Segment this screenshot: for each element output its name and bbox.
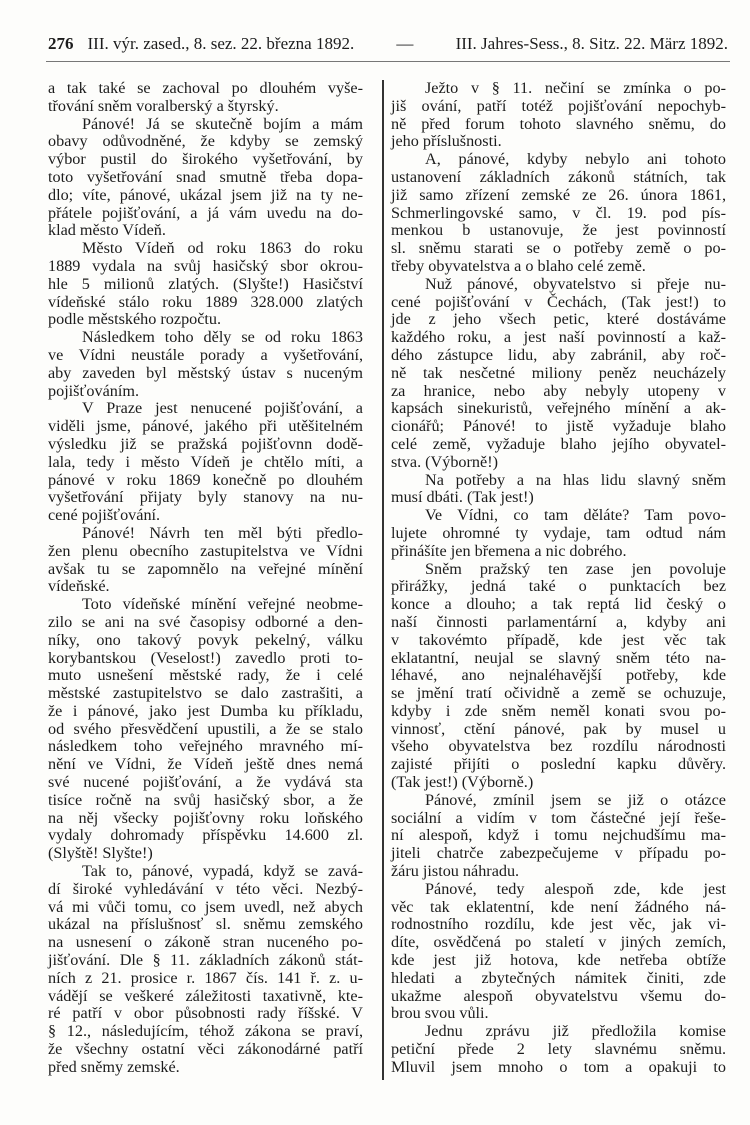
paragraph <box>48 400 363 525</box>
text-line: sl. sněmu starati se o potřeby země o po- <box>391 239 726 258</box>
text-line: Pánové, zmínil jsem se již o otázce <box>425 790 726 809</box>
page-number: 276 <box>48 34 74 53</box>
text-line: vádějí se veškeré záležitosti taxativně, kte- <box>48 986 363 1005</box>
text-line: korybantskou (Veselost!) zavedlo proti to- <box>48 648 363 667</box>
text-line: že i pánové, jako jest Dumba ku příkladu, <box>48 701 363 720</box>
text-line: třeby obyvatelstva a o blaho celé země. <box>391 256 646 275</box>
text-line: dého zástupce lidu, aby zabránil, aby roč- <box>391 345 726 364</box>
header-separator: — <box>396 34 414 53</box>
text-line: vinnosť, ctění pánové, pak by musel u <box>391 719 726 738</box>
text-line: eklatantní, neujal se slavný sněm této na- <box>391 648 726 667</box>
header-titles <box>88 34 729 54</box>
text-line: kapsách sinekuristů, veřejného mínění a ak- <box>391 399 726 418</box>
text-line: ukažme alespoň obyvatelstvu všemu do- <box>391 986 726 1005</box>
text-line: aby zaveden byl městský ústav s nuceným <box>48 363 363 382</box>
text-line: V Praze jest nenucené pojišťování, a <box>82 399 363 418</box>
text-line: ní alespoň, když i tomu nejchudšímu ma- <box>391 826 726 845</box>
text-line: ve Vídni neustále porady a vyšetřování, <box>48 345 363 364</box>
paragraph <box>391 80 726 151</box>
text-line: hledati a zbytečných námitek činiti, zde <box>391 968 726 987</box>
text-line: (Tak jest!) (Výborně.) <box>391 773 534 792</box>
paragraph <box>48 525 363 596</box>
text-line: Ve Vídni, co tam děláte? Tam povo- <box>425 506 726 525</box>
text-line: se jmění tratí očividně a země se ochuzuje, <box>391 684 726 703</box>
text-line: viděli jsme, pánové, jakého při utěšitelném <box>48 417 363 436</box>
paragraph <box>391 561 726 792</box>
running-header <box>48 34 728 54</box>
text-line: přinášíte jen břemena a nic dobrého. <box>391 541 627 560</box>
text-line: ně tak nesčetné miliony peněz neucházely <box>391 363 726 382</box>
paragraph <box>48 863 363 1077</box>
text-line: Schmerlingovské samo, v čl. 19. pod pís- <box>391 203 726 222</box>
text-line: výsledku již se pražská pojišťovnn dodě- <box>48 434 363 453</box>
text-line: své nucené pojišťování, a že vydává sta <box>48 773 363 792</box>
text-line: vídeňské stálo roku 1889 328.000 zlatých <box>48 292 363 311</box>
text-line: klad město Vídeň. <box>48 221 166 240</box>
text-line: tisíce ročně na svůj hasičský sbor, a že <box>48 790 363 809</box>
text-line: žen plenu obecního zastupitelstva ve Vídni <box>48 541 363 560</box>
text-line: před sněmy zemské. <box>48 1057 180 1076</box>
text-line: dí široké vyhledávání v této věci. Nezbý- <box>48 879 363 898</box>
right-column <box>391 80 726 1077</box>
paragraph <box>391 472 726 508</box>
paragraph <box>391 1023 726 1076</box>
text-line: následkem toho veřejného mravného mí- <box>48 737 363 756</box>
text-line: vá mi vůči tomu, co jsem uvedl, než abych <box>48 897 363 916</box>
text-line: ukázal na příslušnosť sl. sněmu zemského <box>48 915 363 934</box>
text-line: od svého přesvědčení upustili, a že se stalo <box>48 719 363 738</box>
text-line: na něj všecky pojišťovny roku loňského <box>48 808 363 827</box>
text-line: obavy odůvodněné, že kdyby se zemský <box>48 132 363 151</box>
text-line: muto usnešení městské rady, že i celé <box>48 666 363 685</box>
text-line: cené pojišťování v Čechách, (Tak jest!) to <box>391 292 726 311</box>
text-line: přirážky, jedná také o punktacích bez <box>391 577 726 596</box>
text-line: přátele pojišťování, a já vám uvedu na do- <box>48 203 363 222</box>
text-line: Pánové, tedy alespoň zde, kde jest <box>425 879 726 898</box>
text-line: Tak to, pánové, vypadá, když se zavá- <box>82 862 363 881</box>
text-line: v takovémto případě, kde jest věc tak <box>391 630 726 649</box>
text-line: rodnostního rozdílu, kde jest věc, jak vi- <box>391 915 726 934</box>
text-line: díte, osvědčená po staletí v jiných zemích, <box>391 933 726 952</box>
paragraph <box>391 507 726 560</box>
text-line: na usnesení o zákoně stran nuceného po- <box>48 933 363 952</box>
text-line: léhavé, ano nejnaléhavější potřeby, kde <box>391 666 726 685</box>
text-line: § 12., následujícím, téhož zákona se praví, <box>48 1022 363 1041</box>
text-line: Pánové! Návrh ten měl býti předlo- <box>82 523 363 542</box>
header-czech-title: III. výr. zased., 8. sez. 22. března 1892. <box>87 34 355 53</box>
text-line: ně před forum tohoto slavného sněmu, do <box>391 114 726 133</box>
text-line: Na potřeby a na hlas lidu slavný sněm <box>425 470 726 489</box>
text-line: Jednu zprávu již předložila komise <box>425 1022 726 1041</box>
left-column <box>48 80 363 1077</box>
column-divider <box>382 80 384 1080</box>
text-line: zilo se ani na své časopisy odborné a den- <box>48 612 363 631</box>
text-line: jiš ování, patří totéž pojišťování nepochyb- <box>391 96 726 115</box>
text-line: (Slyště! Slyšte!) <box>48 844 153 863</box>
text-line: Mluvil jsem mnoho o tom a opakuji to <box>391 1057 726 1076</box>
text-line: kde jest již hotova, kde netřeba obtíže <box>391 951 726 970</box>
text-line: A, pánové, kdyby nebylo ani tohoto <box>425 150 726 169</box>
text-line: vídeňské. <box>48 577 110 596</box>
text-line: jeho příslušnosti. <box>391 132 502 151</box>
text-line: jišťování. Dle § 11. základních zákonů stát- <box>48 951 363 970</box>
text-line: pánové v roku 1869 konečně po dlouhém <box>48 470 363 489</box>
text-line: toto vyšetřování snad smutně třeba dopa- <box>48 167 363 186</box>
text-line: cionářů; Pánové! to jistě vyžaduje blaho <box>391 417 726 436</box>
paragraph <box>391 151 726 276</box>
text-line: konce a dlouho; a tak reptá lid český o <box>391 595 726 614</box>
text-line: vyšetřování přijaty byly stanovy na nu- <box>48 488 363 507</box>
paragraph <box>391 792 726 881</box>
text-line: avšak tu se zapomnělo na veřejné mínění <box>48 559 363 578</box>
text-line: kdyby i zde sněm neměl konati svou po- <box>391 701 726 720</box>
text-line: ustanovení základních zákonů státních, tak <box>391 167 726 186</box>
text-line: Město Vídeň od roku 1863 do roku <box>82 239 363 258</box>
text-line: Ježto v § 11. nečiní se zmínka o po- <box>425 79 726 97</box>
text-line: musí dbáti. (Tak jest!) <box>391 488 534 507</box>
text-line: Nuž pánové, obyvatelstvo si přeje nu- <box>425 274 726 293</box>
paragraph <box>48 80 363 116</box>
text-line: ních z 21. prosice r. 1867 čís. 141 ř. z. u- <box>48 968 363 987</box>
text-line: žáru jistou náhradu. <box>391 862 520 881</box>
text-line: třování sněm voralberský a štyrský. <box>48 96 279 115</box>
text-line: jiteli chatrče zabezpečujeme v případu po- <box>391 844 726 863</box>
text-line: menkou b ustanovuje, že jest povinností <box>391 221 726 240</box>
text-line: petiční přede 2 lety slavnému sněmu. <box>391 1040 726 1059</box>
text-line: Toto vídeňské mínění veřejné neobme- <box>82 595 363 614</box>
text-line: podle městského rozpočtu. <box>48 310 222 329</box>
text-line: brou svou vůli. <box>391 1004 489 1023</box>
paragraph <box>48 329 363 400</box>
text-line: věc tak eklatentní, kde není žádného ná- <box>391 897 726 916</box>
text-line: naší činnosti parlamentární a, kdyby ani <box>391 612 726 631</box>
text-line: lala, tedy i město Vídeň je chtělo míti, a <box>48 452 363 471</box>
text-line: dlo; víte, pánové, ukázal jsem již na ty ne- <box>48 185 363 204</box>
text-line: níky, ono takový povyk pekelný, válku <box>48 630 363 649</box>
text-line: všeho obyvatelstva bez rozdílu národnosti <box>391 737 726 756</box>
paragraph <box>391 276 726 472</box>
text-line: za hranice, nebo aby nebyly utopeny v <box>391 381 726 400</box>
text-line: již samo zřízení zemské ze 26. února 1861, <box>391 185 726 204</box>
paragraph <box>48 240 363 329</box>
paragraph <box>48 116 363 241</box>
text-line: jde z jeho všech petic, které dostáváme <box>391 310 726 329</box>
text-line: hle 5 milionů zlatých. (Slyšte!) Hasičství <box>48 274 363 293</box>
text-line: celé země, vyžaduje blaho jejího obyvatel- <box>391 434 726 453</box>
header-german-title: III. Jahres-Sess., 8. Sitz. 22. März 1892. <box>455 34 728 53</box>
text-line: ré patří v obor působnosti rady říšské. V <box>48 1004 363 1023</box>
text-line: nění ve Vídni, že Vídeň ještě dnes nemá <box>48 755 363 774</box>
paragraph <box>391 881 726 1023</box>
text-line: výbor pustil do širokého vyšetřování, by <box>48 150 363 169</box>
text-line: vydaly dohromady příspěvku 14.600 zl. <box>48 826 363 845</box>
text-line: každého roku, a jest naší povinností a kaž- <box>391 328 726 347</box>
text-line: sociální a vidím v tom částečné její řeše- <box>391 808 726 827</box>
header-rule <box>46 61 730 62</box>
text-line: že všechny ostatní věci zákonodárné patří <box>48 1040 363 1059</box>
text-line: pojišťováním. <box>48 381 139 400</box>
text-line: a tak také se zachoval po dlouhém vyše- <box>48 79 363 97</box>
text-line: zajisté přijíti o poslední kapku důvěry. <box>391 755 726 774</box>
text-line: cené pojišťování. <box>48 506 161 525</box>
paragraph <box>48 596 363 863</box>
text-line: Pánové! Já se skutečně bojím a mám <box>82 114 363 133</box>
text-line: městské zastupitelstvo se dalo zastrašiti, a <box>48 684 363 703</box>
text-line: lujete ohromné ty vydaje, tam odtud nám <box>391 523 726 542</box>
text-line: Následkem toho děly se od roku 1863 <box>82 328 363 347</box>
text-line: stva. (Výborně!) <box>391 452 498 471</box>
text-line: 1889 vydala na svůj hasičský sbor okrou- <box>48 256 363 275</box>
text-line: Sněm pražský ten zase jen povoluje <box>425 559 726 578</box>
